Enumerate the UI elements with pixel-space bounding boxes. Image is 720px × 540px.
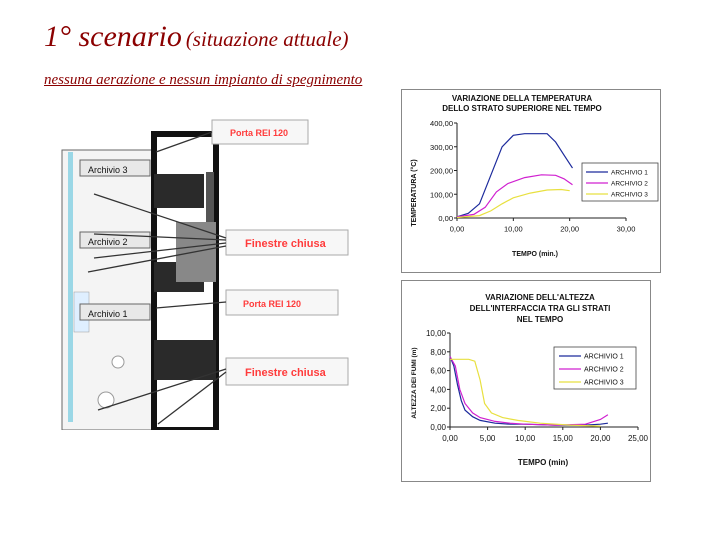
series-line-archivio-3 [457,190,570,218]
chart1-xlabel: TEMPO (min.) [512,251,558,258]
x-tick-label: 20,00 [590,434,611,443]
building-walls [62,134,216,430]
callout-finestre-lower: Finestre chiusa [245,367,326,379]
x-tick-label: 20,00 [560,224,580,234]
chart1-title-line-2: DELLO STRATO SUPERIORE NEL TEMPO [442,104,602,113]
y-tick-label: 10,00 [425,329,446,338]
x-tick-label: 0,00 [442,434,458,443]
legend-label: ARCHIVIO 3 [611,191,648,199]
x-tick-label: 30,00 [616,224,636,234]
x-tick-label: 0,00 [449,224,465,234]
chart1-series [457,134,573,218]
floor-plan [58,112,390,430]
chart2-title-line-2: DELL'INTERFACCIA TRA GLI STRATI [469,304,611,313]
callout-boxes [212,120,348,385]
chart-temperature [402,90,660,272]
chart2-title-line-3: NEL TEMPO [516,315,564,324]
chart-smoke-height [402,281,650,481]
y-tick-label: 8,00 [430,347,446,357]
room-label-archivio-1: Archivio 1 [88,309,128,319]
chart2-title-line-1: VARIAZIONE DELL'ALTEZZA [485,293,595,302]
legend-label: ARCHIVIO 3 [584,379,624,387]
chart2-ylabel: ALTEZZA DEI FUMI (m) [411,347,418,419]
chart2-legend [554,347,636,389]
y-tick-label: 0,00 [430,423,446,432]
x-tick-label: 10,00 [503,224,523,234]
y-tick-label: 300,00 [430,142,453,152]
legend-label: ARCHIVIO 2 [611,180,648,188]
x-tick-label: 5,00 [479,434,496,443]
callout-porta-rei-upper: Porta REI 120 [230,128,289,138]
y-tick-label: 100,00 [430,190,453,200]
title-paren: (situazione attuale) [185,27,349,51]
slide-title [44,20,349,54]
y-tick-label: 0,00 [438,214,453,223]
y-tick-label: 4,00 [430,385,446,395]
chart2-xlabel: TEMPO (min) [517,458,569,467]
chart1-title-line-1: VARIAZIONE DELLA TEMPERATURA [451,94,593,103]
x-tick-label: 25,00 [627,434,649,443]
chart1-legend [582,163,658,201]
x-tick-label: 15,00 [552,434,573,443]
room-label-archivio-3: Archivio 3 [88,165,128,175]
slide-subtitle: nessuna aerazione e nessun impianto di spegnimento [44,72,363,88]
chart1-ylabel: TEMPERATURA (°C) [411,159,418,227]
y-tick-label: 200,00 [430,166,453,176]
series-line-archivio-2 [457,175,573,217]
title-main: 1° scenario [44,20,182,53]
legend-label: ARCHIVIO 1 [584,353,624,361]
x-tick-label: 10,00 [515,434,536,443]
y-tick-label: 6,00 [430,366,446,376]
y-tick-label: 2,00 [430,404,446,414]
room-label-archivio-2: Archivio 2 [88,237,128,247]
y-tick-label: 400,00 [430,119,453,128]
callout-finestre-upper: Finestre chiusa [245,238,326,250]
legend-label: ARCHIVIO 2 [584,366,624,374]
legend-label: ARCHIVIO 1 [611,169,648,177]
callout-porta-rei-lower: Porta REI 120 [243,299,302,309]
